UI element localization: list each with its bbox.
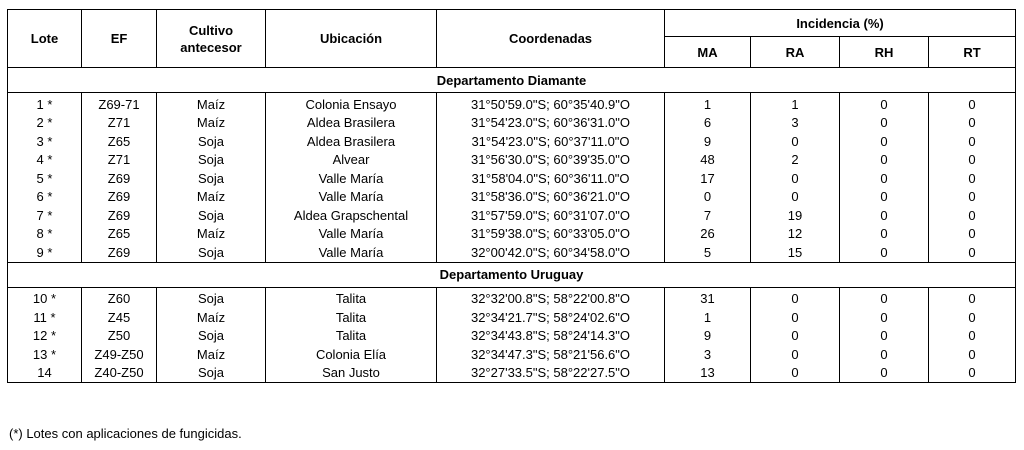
cell-ubicacion: Colonia Elía: [266, 345, 437, 364]
cell-rt: 0: [968, 226, 976, 242]
table-row: [8, 114, 1016, 133]
cell-coordenadas: 32°34'21.7"S; 58°24'02.6"O: [437, 308, 665, 327]
cell-coordenadas: 31°56'30.0"S; 60°39'35.0"O: [437, 151, 665, 170]
cell-ef: Z71: [82, 151, 157, 170]
table-row: [8, 327, 1016, 346]
cell-cultivo: Maíz: [157, 93, 266, 114]
group-title: Departamento Uruguay: [8, 262, 1016, 287]
cell-coordenadas: 31°58'36.0"S; 60°36'21.0"O: [437, 188, 665, 207]
cell-ef: Z65: [82, 132, 157, 151]
cell-ma: 7: [665, 206, 751, 225]
cell-ubicacion: Talita: [266, 287, 437, 308]
cell-ef: Z40-Z50: [82, 364, 157, 383]
header-ra: RA: [751, 37, 840, 68]
cell-ef: Z65: [82, 225, 157, 244]
cell-ubicacion: Valle María: [266, 169, 437, 188]
cell-ma: 26: [665, 225, 751, 244]
header-rh: RH: [840, 37, 929, 68]
table-row: [8, 151, 1016, 170]
cell-lote: 5 *: [8, 169, 82, 188]
cell-ma: 17: [665, 169, 751, 188]
cell-ra: 0: [751, 327, 840, 346]
cell-coordenadas: 31°57'59.0"S; 60°31'07.0"O: [437, 206, 665, 225]
header-ma: MA: [665, 37, 751, 68]
cell-ma: 0: [665, 188, 751, 207]
cell-lote: 13 *: [8, 345, 82, 364]
cell-ra: 2: [751, 151, 840, 170]
cell-rh: 0: [840, 327, 929, 346]
cell-ra: 0: [751, 308, 840, 327]
cell-ubicacion: Valle María: [266, 225, 437, 244]
cell-ubicacion: San Justo: [266, 364, 437, 383]
cell-coordenadas: 32°27'33.5"S; 58°22'27.5"O: [437, 364, 665, 383]
cell-lote: 2 *: [8, 114, 82, 133]
cell-ra: 1: [751, 93, 840, 114]
cell-rt: 0: [968, 365, 976, 381]
cell-cultivo: Soja: [157, 327, 266, 346]
cell-ubicacion: Valle María: [266, 243, 437, 262]
cell-ubicacion: Aldea Grapschental: [266, 206, 437, 225]
cell-ubicacion: Aldea Brasilera: [266, 132, 437, 151]
cell-ma: 1: [665, 93, 751, 114]
cell-ubicacion: Valle María: [266, 188, 437, 207]
cell-ef: Z49-Z50: [82, 345, 157, 364]
cell-cultivo: Maíz: [157, 114, 266, 133]
cell-rt: 0: [968, 170, 976, 186]
cell-rh: 0: [840, 364, 929, 383]
header-cultivo-antecesor: Cultivo antecesor: [157, 10, 266, 68]
footnote: (*) Lotes con aplicaciones de fungicidas.: [9, 426, 242, 441]
cell-rh: 0: [840, 287, 929, 308]
cell-coordenadas: 31°54'23.0"S; 60°37'11.0"O: [437, 132, 665, 151]
cell-ra: 0: [751, 132, 840, 151]
cell-lote: 8 *: [8, 225, 82, 244]
cell-ra: 0: [751, 287, 840, 308]
cell-ef: Z69-71: [82, 93, 157, 114]
cell-rh: 0: [840, 169, 929, 188]
cell-cultivo: Soja: [157, 364, 266, 383]
cell-ra: 0: [751, 345, 840, 364]
cell-lote: 6 *: [8, 188, 82, 207]
incidence-table: [7, 9, 1016, 383]
cell-ubicacion: Talita: [266, 327, 437, 346]
cell-rh: 0: [840, 93, 929, 114]
cell-ef: Z50: [82, 327, 157, 346]
table-header: [8, 10, 1016, 68]
cell-lote: 1 *: [8, 93, 82, 114]
cell-ef: Z69: [82, 169, 157, 188]
table-row: [8, 132, 1016, 151]
cell-rh: 0: [840, 114, 929, 133]
cell-coordenadas: 31°54'23.0"S; 60°36'31.0"O: [437, 114, 665, 133]
incidence-table-container: [7, 9, 1015, 383]
header-lote: Lote: [8, 10, 82, 68]
cell-rt: 0: [968, 346, 976, 362]
cell-ra: 3: [751, 114, 840, 133]
cell-ef: Z71: [82, 114, 157, 133]
table-row: [8, 287, 1016, 308]
cell-ma: 5: [665, 243, 751, 262]
cell-coordenadas: 32°32'00.8"S; 58°22'00.8"O: [437, 287, 665, 308]
header-rt: RT: [929, 37, 1016, 68]
cell-lote: 7 *: [8, 206, 82, 225]
cell-ra: 15: [751, 243, 840, 262]
cell-cultivo: Soja: [157, 243, 266, 262]
cell-ma: 13: [665, 364, 751, 383]
cell-lote: 12 *: [8, 327, 82, 346]
cell-cultivo: Maíz: [157, 345, 266, 364]
table-body: [8, 68, 1016, 383]
table-row: [8, 243, 1016, 262]
header-coordenadas: Coordenadas: [437, 10, 665, 68]
cell-rt: 0: [968, 244, 976, 260]
cell-rh: 0: [840, 151, 929, 170]
cell-lote: 14: [8, 364, 82, 383]
cell-rt: 0: [968, 309, 976, 325]
cell-cultivo: Maíz: [157, 188, 266, 207]
cell-rt: 0: [968, 96, 976, 112]
cell-coordenadas: 32°00'42.0"S; 60°34'58.0"O: [437, 243, 665, 262]
table-row: [8, 364, 1016, 383]
cell-rh: 0: [840, 206, 929, 225]
table-row: [8, 169, 1016, 188]
cell-rt: 0: [968, 291, 976, 307]
cell-coordenadas: 31°58'04.0"S; 60°36'11.0"O: [437, 169, 665, 188]
group-header-row: [8, 68, 1016, 93]
table-row: [8, 93, 1016, 114]
cell-ra: 12: [751, 225, 840, 244]
cell-ma: 31: [665, 287, 751, 308]
cell-ra: 0: [751, 364, 840, 383]
cell-rh: 0: [840, 188, 929, 207]
cell-rt: 0: [968, 328, 976, 344]
group-header-row: [8, 262, 1016, 287]
cell-cultivo: Maíz: [157, 225, 266, 244]
cell-ma: 9: [665, 132, 751, 151]
cell-cultivo: Soja: [157, 206, 266, 225]
cell-lote: 11 *: [8, 308, 82, 327]
cell-ra: 0: [751, 169, 840, 188]
header-ubicacion: Ubicación: [266, 10, 437, 68]
cell-ef: Z45: [82, 308, 157, 327]
cell-coordenadas: 31°59'38.0"S; 60°33'05.0"O: [437, 225, 665, 244]
cell-ef: Z60: [82, 287, 157, 308]
cell-rt: 0: [968, 189, 976, 205]
cell-ma: 9: [665, 327, 751, 346]
cell-lote: 9 *: [8, 243, 82, 262]
cell-rh: 0: [840, 308, 929, 327]
header-incidencia: Incidencia (%): [665, 10, 1016, 37]
cell-rh: 0: [840, 345, 929, 364]
cell-ma: 6: [665, 114, 751, 133]
header-ef: EF: [82, 10, 157, 68]
cell-rt: 0: [968, 152, 976, 168]
cell-ef: Z69: [82, 206, 157, 225]
cell-cultivo: Soja: [157, 132, 266, 151]
table-row: [8, 308, 1016, 327]
cell-ubicacion: Talita: [266, 308, 437, 327]
cell-lote: 3 *: [8, 132, 82, 151]
cell-ubicacion: Colonia Ensayo: [266, 93, 437, 114]
cell-ma: 1: [665, 308, 751, 327]
cell-rh: 0: [840, 243, 929, 262]
group-title: Departamento Diamante: [8, 68, 1016, 93]
cell-ubicacion: Alvear: [266, 151, 437, 170]
cell-coordenadas: 32°34'47.3"S; 58°21'56.6"O: [437, 345, 665, 364]
cell-ubicacion: Aldea Brasilera: [266, 114, 437, 133]
cell-rt: 0: [968, 115, 976, 131]
cell-coordenadas: 31°50'59.0"S; 60°35'40.9"O: [437, 93, 665, 114]
cell-cultivo: Maíz: [157, 308, 266, 327]
cell-lote: 4 *: [8, 151, 82, 170]
cell-cultivo: Soja: [157, 287, 266, 308]
cell-ef: Z69: [82, 188, 157, 207]
cell-rt: 0: [968, 133, 976, 149]
cell-cultivo: Soja: [157, 169, 266, 188]
cell-coordenadas: 32°34'43.8"S; 58°24'14.3"O: [437, 327, 665, 346]
table-row: [8, 188, 1016, 207]
cell-rh: 0: [840, 225, 929, 244]
cell-rh: 0: [840, 132, 929, 151]
cell-ra: 0: [751, 188, 840, 207]
cell-lote: 10 *: [8, 287, 82, 308]
cell-cultivo: Soja: [157, 151, 266, 170]
table-row: [8, 225, 1016, 244]
cell-ra: 19: [751, 206, 840, 225]
cell-ma: 3: [665, 345, 751, 364]
cell-ef: Z69: [82, 243, 157, 262]
table-row: [8, 345, 1016, 364]
table-row: [8, 206, 1016, 225]
cell-rt: 0: [968, 207, 976, 223]
cell-ma: 48: [665, 151, 751, 170]
